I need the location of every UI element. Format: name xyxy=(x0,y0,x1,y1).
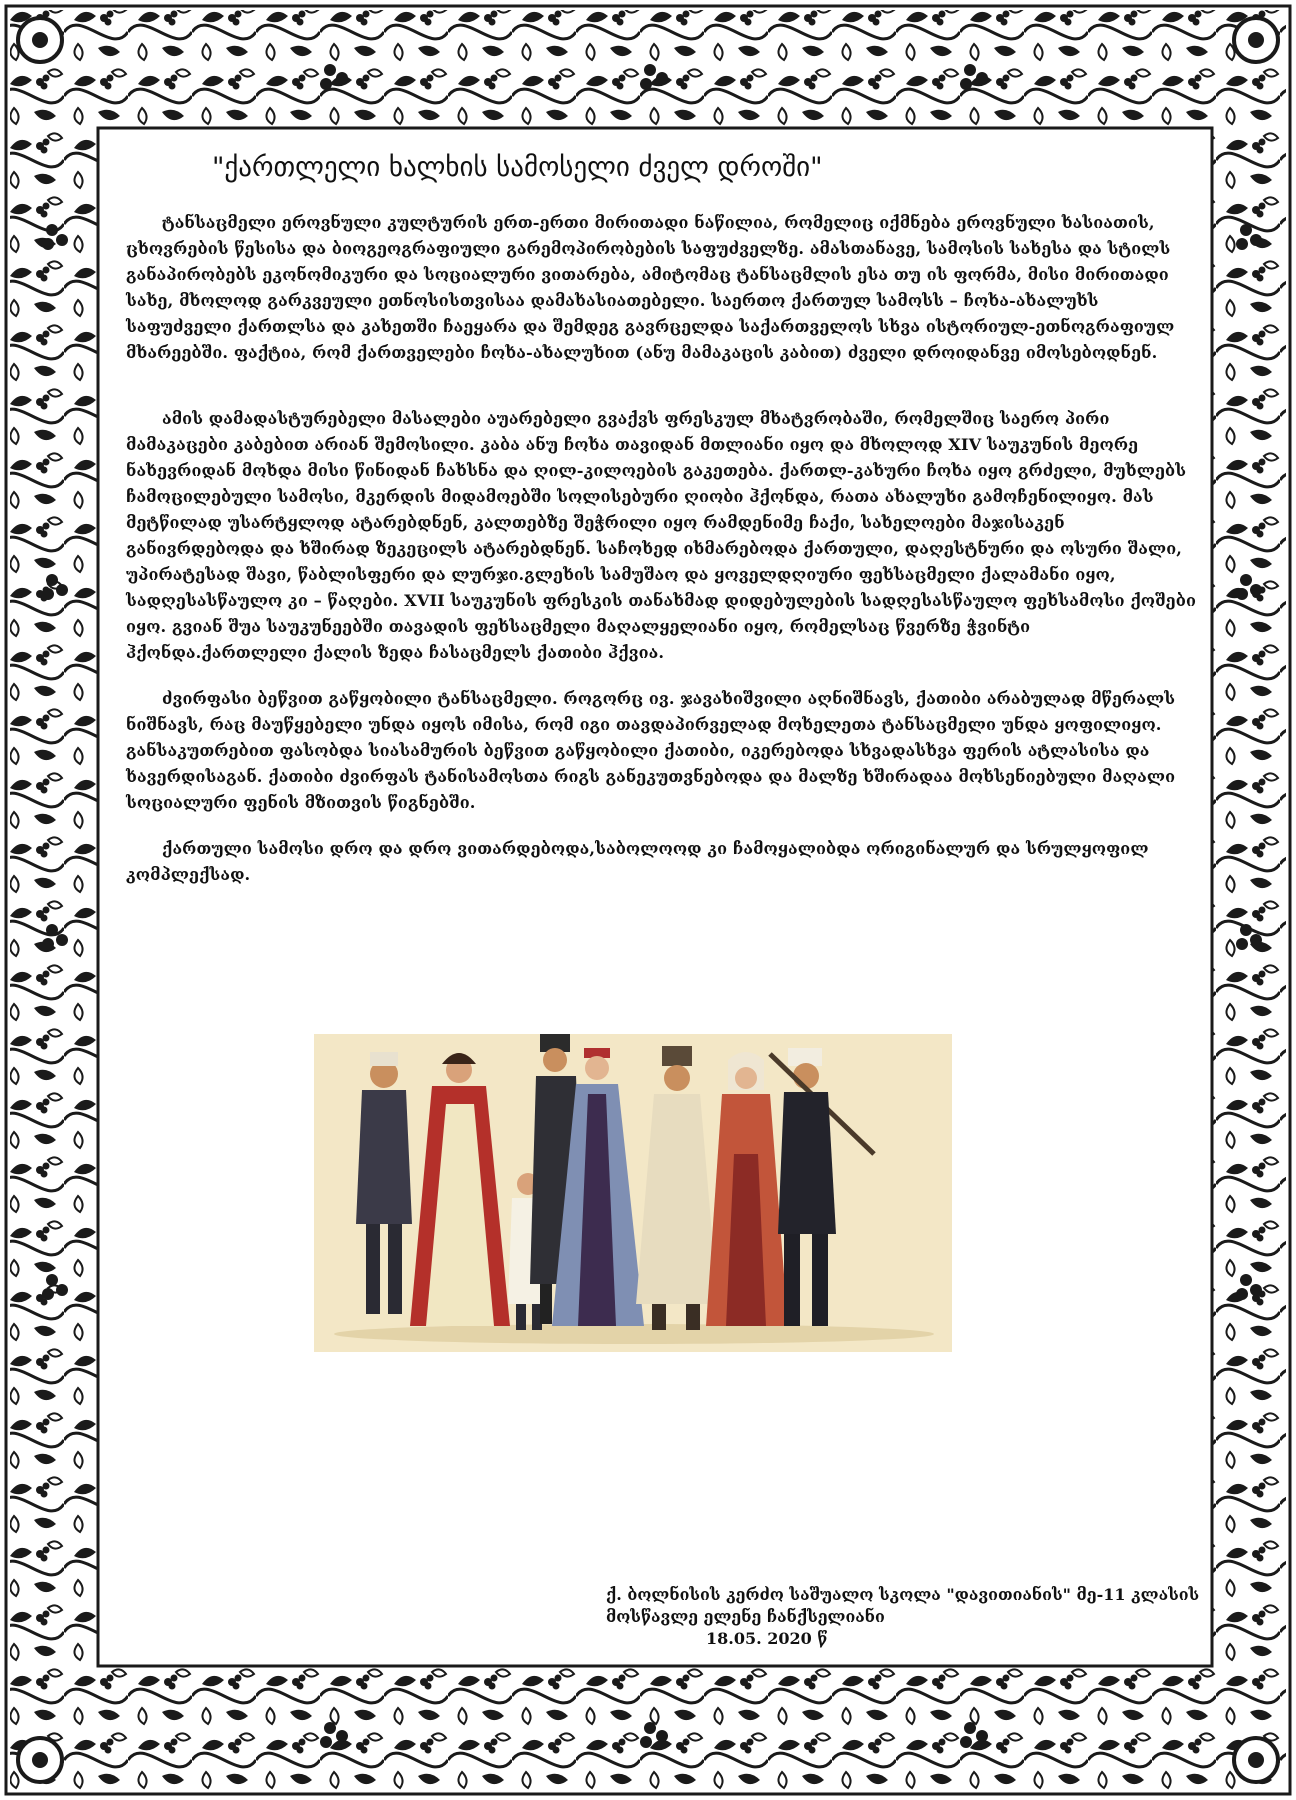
paragraph-3: ძვირფასი ბეწვით გაწყობილი ტანსაცმელი. როგორც ივ. ჯავახიშვილი აღნიშნავს, ქათიბი არაბულად მწერალს ნიშნავს, რაც მაუწყებელი უნდა იყოს იმისა, რომ იგი თავდაპირველად მოხელეთა ტანსაცმელი უნდა ყოფილიყო. განსაკუთრებით ფასობდა სიასამურის ბეწვით გაწყობილი ქათიბი, იკერებოდა სხვადასხვა ფერის ატლასისა და ხავერდისაგან. ქათიბი ძვირფას ტანისამოსთა რიგს განეკუთვნებოდა და მალზე ხშირადაა მოხსენიებული მაღალი სოციალური ფენის მზითვის წიგნებში. xyxy=(126,689,1176,812)
traditional-costumes-illustration xyxy=(314,1034,952,1352)
signature-student: მოსწავლე ელენე ჩანქსელიანი xyxy=(606,1607,885,1626)
page-content xyxy=(100,132,1210,1662)
signature-date: 18.05. 2020 წ xyxy=(706,1629,828,1648)
document-title: "ქართლელი ხალხის სამოსელი ძველ დროში" xyxy=(212,152,823,183)
signature-school: ქ. ბოლნისის კერძო საშუალო სკოლა "დავითიანის" მე-11 კლასის xyxy=(606,1585,1200,1604)
paragraph-2: ამის დამადასტურებელი მასალები აუარებელი გვაქვს ფრესკულ მხატვრობაში, რომელშიც საერო პირი მამაკაცები კაბებით არიან შემოსილი. კაბა ანუ ჩოხა თავიდან მთლიანი იყო და მხოლოდ XIV საუკუნის მეორე ნახევრიდან მოხდა მისი წინიდან ჩახსნა და ღილ-კილოების გაკეთება. ქართლ-კახური ჩოხა იყო გრძელი, მუხლებს ჩამოცილებული სამოსი, მკერდის მიდამოებში სოლისებური ღიობი ჰქონდა, რათა ახალუხი გამოჩენილიყო. მას მეტწილად უსარტყლოდ ატარებდნენ, კალთებზე შეჭრილი იყო რამდენიმე ჩაქი, სახელოები მაჯისაკენ განივრდებოდა და ხშირად ზეკეცილს ატარებდნენ. საჩოხედ იხმარებოდა ქართული, დაღესტნური და ოსური შალი, უპირატესად შავი, წაბლისფერი და ლურჯი.გლეხის სამუშაო და ყოველდღიური ფეხსაცმელი ქალამანი იყო, სადღესასწაულო კი – წაღები. XVII საუკუნის ფრესკის თანახმად დიდებულების სადღესასწაულო ფეხსამოსი ქოშები იყო. გვიან შუა საუკუნეებში თავადის ფეხსაცმელი მაღალყელიანი იყო, რომელსაც წვერზე ჭვინტი ჰქონდა.ქართლელი ქალის ზედა ჩასაცმელს ქათიბი ჰქვია. xyxy=(126,409,1196,662)
signature-block xyxy=(606,1584,1206,1650)
paragraph-1: ტანსაცმელი ეროვნული კულტურის ერთ-ერთი მირითადი ნაწილია, რომელიც იქმნება ეროვნული ხასიათის, ცხოვრების წესისა და ბიოგეოგრაფიული გარემოპირობების საფუძველზე. ამასთანავე, სამოსის სახესა და სტილს განაპირობებს ეკონომიკური და სოციალური ვითარება, ამიტომაც ტანსაცმლის ესა თუ ის ფორმა, მისი მირითადი სახე, მხოლოდ გარკვეული ეთნოსისთვისაა დამახასიათებელი. საერთო ქართულ სამოსს – ჩოხა-ახალუხს საფუძველი ქართლსა და კახეთში ჩაეყარა და შემდეგ გავრცელდა საქართველოს სხვა ისტორიულ-ეთნოგრაფიულ მხარეებში. ფაქტია, რომ ქართველები ჩოხა-ახალუხით (ანუ მამაკაცის კაბით) ძველი დროიდანვე იმოსებოდნენ. xyxy=(126,213,1175,362)
paragraph-4: ქართული სამოსი დრო და დრო ვითარდებოდა,საბოლოოდ კი ჩამოყალიბდა ორიგინალურ და სრულყოფილ კომპლექსად. xyxy=(126,839,1149,884)
